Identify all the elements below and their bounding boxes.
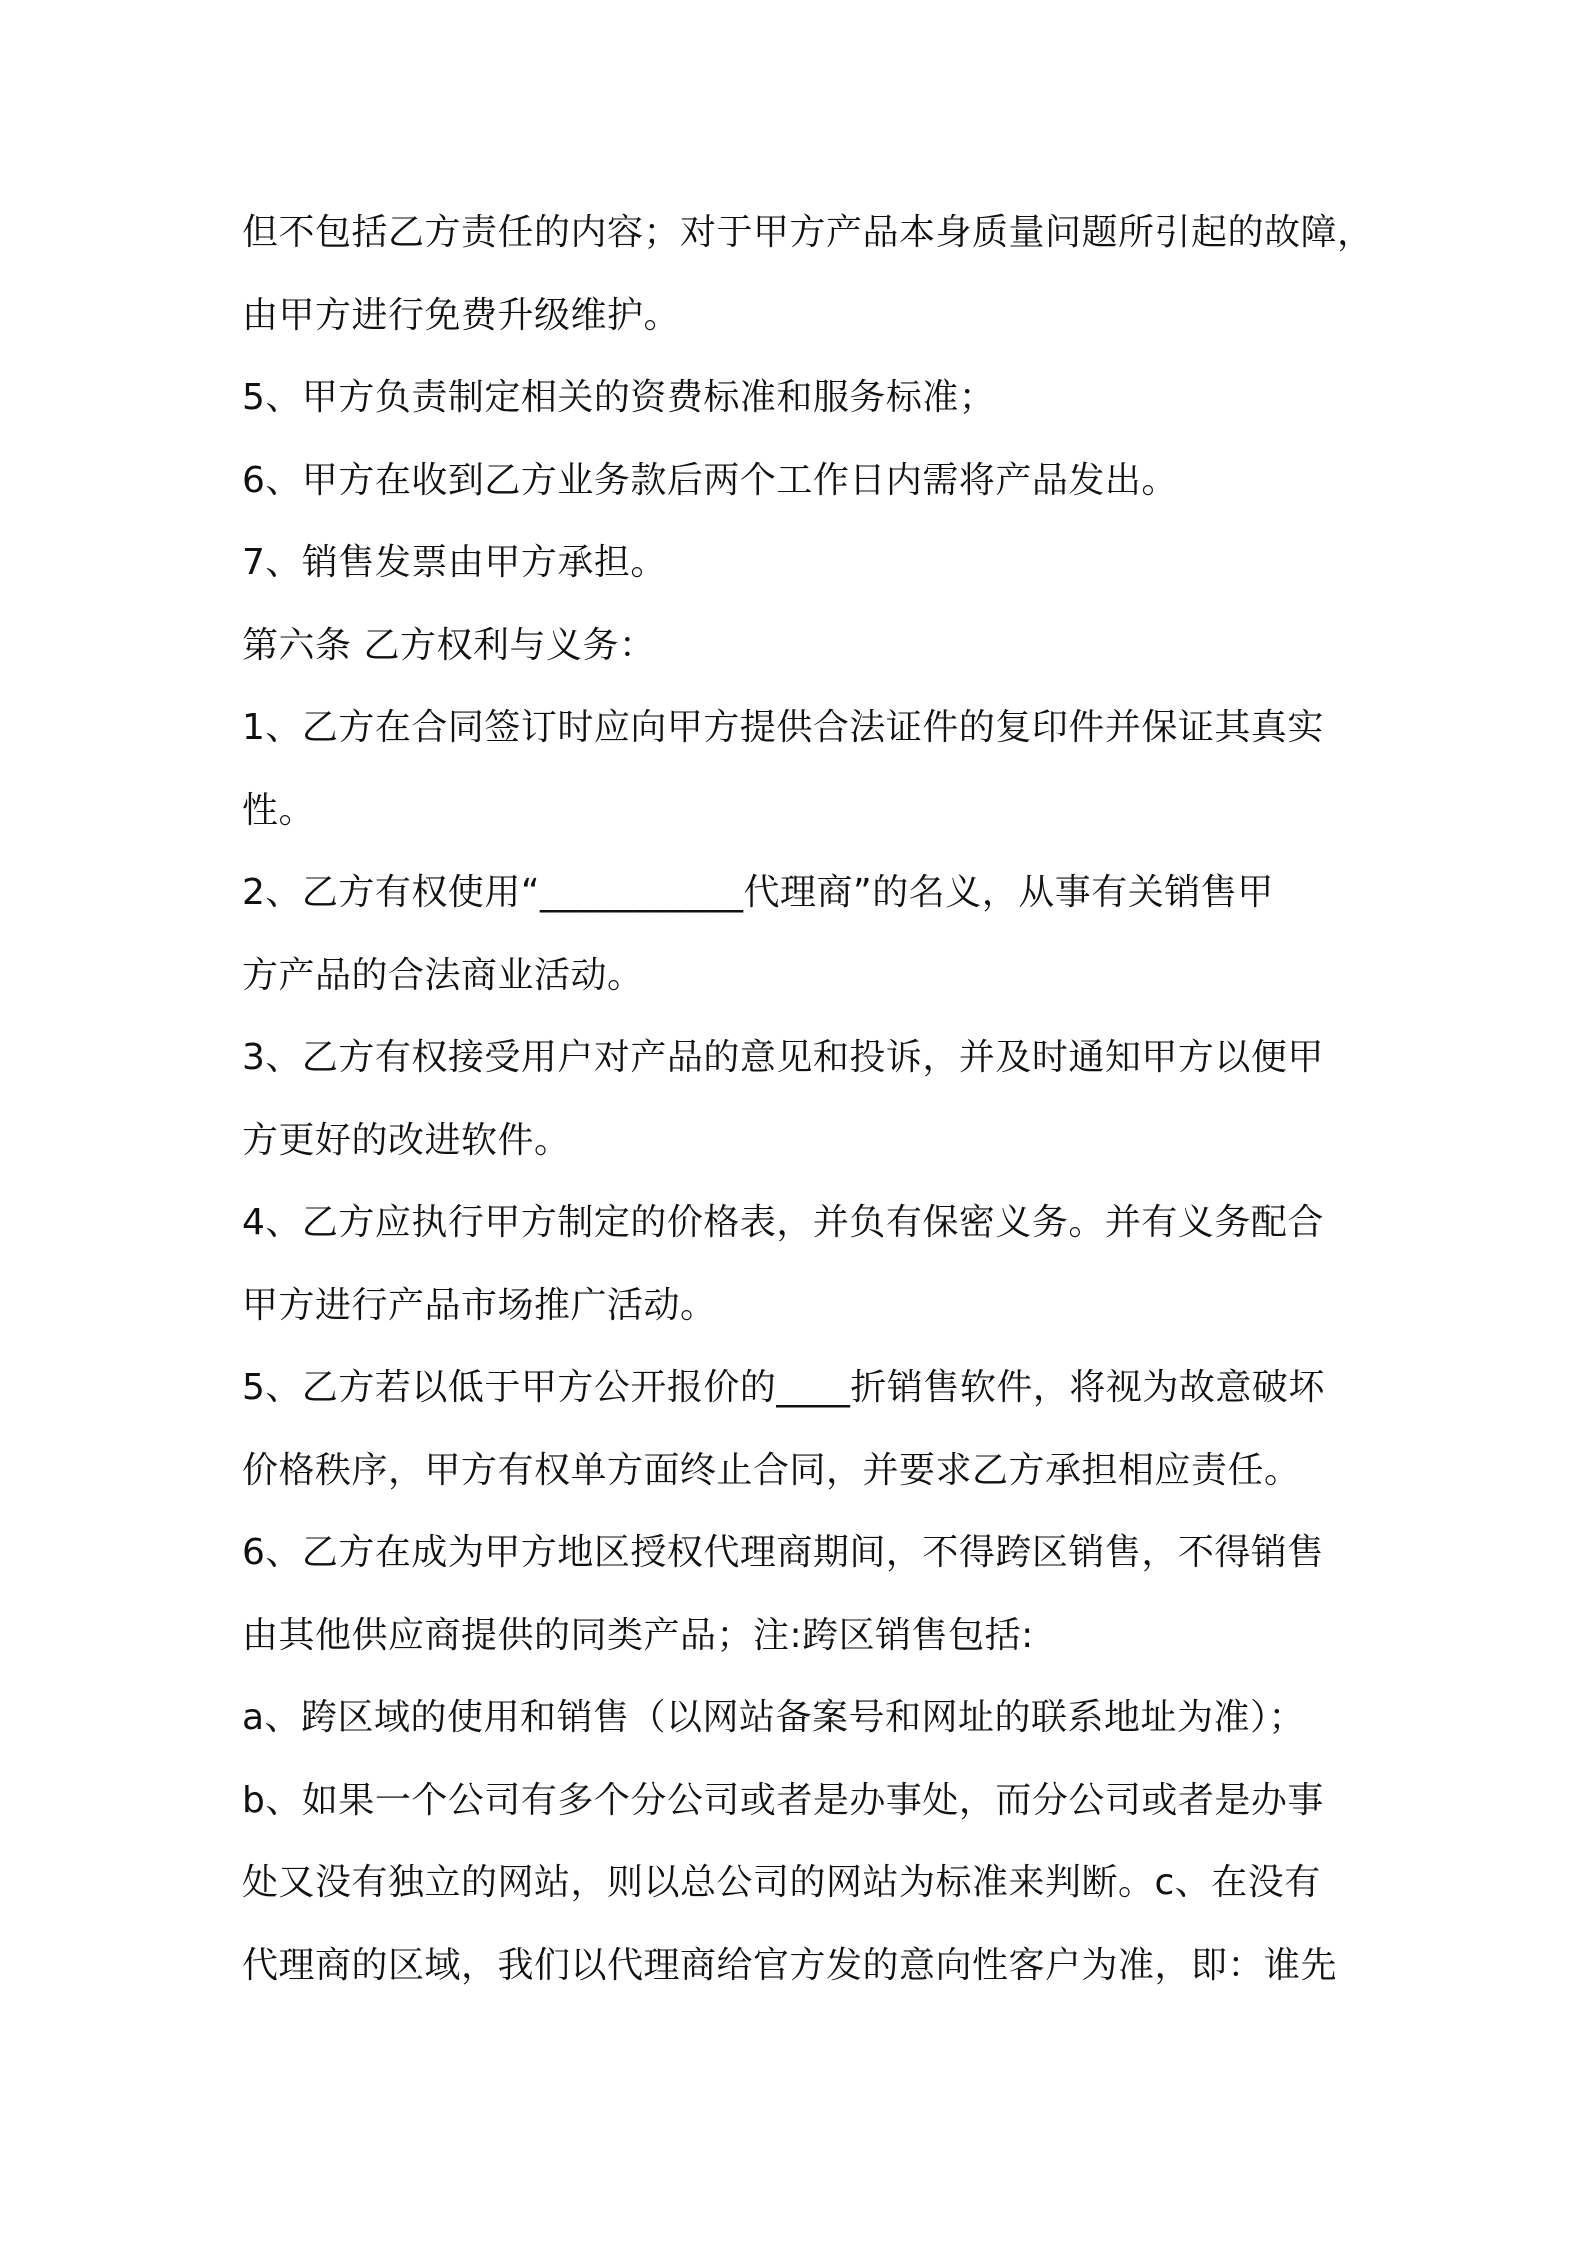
text-line: 1、乙方在合同签订时应向甲方提供合法证件的复印件并保证其真实 — [242, 707, 1324, 748]
text-line: 性。 — [242, 789, 316, 831]
text-line: 方产品的合法商业活动。 — [242, 954, 644, 996]
text-line: 处又没有独立的网站，则以总公司的网站为标准来判断。c、在没有 — [242, 1862, 1321, 1903]
document-body — [242, 192, 1382, 2007]
section-heading: 第六条 乙方权利与义务： — [242, 624, 656, 666]
text-line: 2、乙方有权使用“___________代理商”的名义，从事有关销售甲 — [242, 872, 1274, 913]
text-line: 7、销售发票由甲方承担。 — [242, 542, 667, 583]
text-line: 3、乙方有权接受用户对产品的意见和投诉，并及时通知甲方以便甲 — [242, 1037, 1324, 1078]
text-line: 5、乙方若以低于甲方公开报价的____折销售软件，将视为故意破坏 — [242, 1367, 1325, 1408]
text-line: b、如果一个公司有多个分公司或者是办事处，而分公司或者是办事 — [242, 1779, 1324, 1821]
text-line: 6、甲方在收到乙方业务款后两个工作日内需将产品发出。 — [242, 459, 1178, 501]
text-line: 4、乙方应执行甲方制定的价格表，并负有保密义务。并有义务配合 — [242, 1202, 1324, 1243]
text-line: 由甲方进行免费升级维护。 — [242, 294, 681, 336]
text-line: 但不包括乙方责任的内容；对于甲方产品本身质量问题所引起的故障， — [242, 212, 1374, 253]
text-line: a、跨区域的使用和销售（以网站备案号和网址的联系地址为准）； — [242, 1697, 1306, 1738]
text-line: 甲方进行产品市场推广活动。 — [242, 1284, 717, 1326]
text-line: 代理商的区域，我们以代理商给官方发的意向性客户为准，即：谁先 — [242, 1944, 1338, 1986]
text-line: 价格秩序，甲方有权单方面终止合同，并要求乙方承担相应责任。 — [242, 1449, 1301, 1491]
text-line: 方更好的改进软件。 — [242, 1119, 571, 1161]
text-line: 6、乙方在成为甲方地区授权代理商期间，不得跨区销售，不得销售 — [242, 1532, 1324, 1573]
text-line: 由其他供应商提供的同类产品；注:跨区销售包括: — [242, 1614, 1034, 1656]
text-line: 5、甲方负责制定相关的资费标准和服务标准； — [242, 377, 996, 418]
